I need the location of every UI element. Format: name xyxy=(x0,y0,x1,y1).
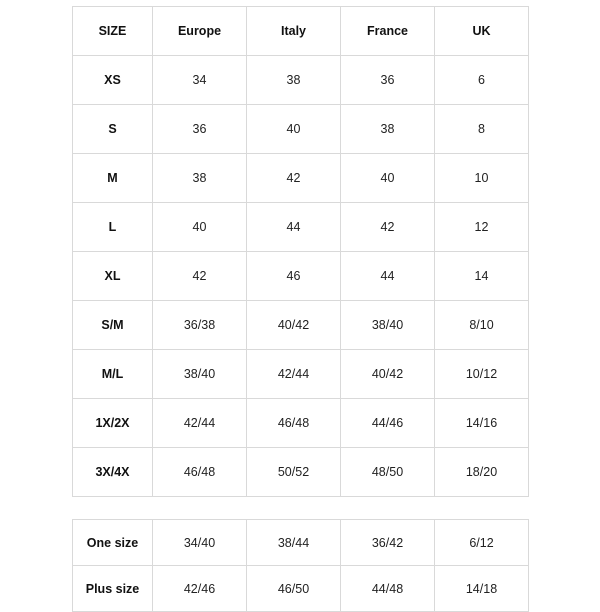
cell-size: 1X/2X xyxy=(73,399,153,448)
cell-europe: 38 xyxy=(153,154,247,203)
table-row xyxy=(73,399,529,448)
cell-france: 36 xyxy=(341,56,435,105)
cell-italy: 38/44 xyxy=(247,520,341,566)
cell-france: 48/50 xyxy=(341,448,435,497)
cell-france: 44/46 xyxy=(341,399,435,448)
table-row xyxy=(73,56,529,105)
cell-france: 44 xyxy=(341,252,435,301)
cell-france: 36/42 xyxy=(341,520,435,566)
size-conversion-table xyxy=(72,6,529,497)
cell-italy: 46/48 xyxy=(247,399,341,448)
table-row xyxy=(73,566,529,612)
cell-uk: 14 xyxy=(435,252,529,301)
cell-france: 38/40 xyxy=(341,301,435,350)
cell-uk: 10/12 xyxy=(435,350,529,399)
cell-size: One size xyxy=(73,520,153,566)
cell-europe: 40 xyxy=(153,203,247,252)
cell-italy: 42 xyxy=(247,154,341,203)
cell-france: 42 xyxy=(341,203,435,252)
column-header-size: SIZE xyxy=(73,7,153,56)
column-header-europe: Europe xyxy=(153,7,247,56)
cell-uk: 18/20 xyxy=(435,448,529,497)
table-row xyxy=(73,448,529,497)
cell-italy: 40 xyxy=(247,105,341,154)
table-body xyxy=(73,56,529,497)
cell-uk: 6/12 xyxy=(435,520,529,566)
cell-europe: 34 xyxy=(153,56,247,105)
cell-europe: 34/40 xyxy=(153,520,247,566)
cell-size: 3X/4X xyxy=(73,448,153,497)
cell-uk: 8/10 xyxy=(435,301,529,350)
column-header-uk: UK xyxy=(435,7,529,56)
cell-size: Plus size xyxy=(73,566,153,612)
cell-uk: 10 xyxy=(435,154,529,203)
cell-europe: 36/38 xyxy=(153,301,247,350)
cell-france: 40 xyxy=(341,154,435,203)
cell-europe: 42 xyxy=(153,252,247,301)
table-row xyxy=(73,350,529,399)
cell-italy: 50/52 xyxy=(247,448,341,497)
cell-uk: 12 xyxy=(435,203,529,252)
cell-europe: 36 xyxy=(153,105,247,154)
table-row xyxy=(73,154,529,203)
cell-size: S/M xyxy=(73,301,153,350)
cell-france: 44/48 xyxy=(341,566,435,612)
cell-size: L xyxy=(73,203,153,252)
cell-europe: 46/48 xyxy=(153,448,247,497)
cell-europe: 42/46 xyxy=(153,566,247,612)
cell-italy: 44 xyxy=(247,203,341,252)
one-size-table-body xyxy=(73,520,529,612)
cell-france: 40/42 xyxy=(341,350,435,399)
cell-size: M xyxy=(73,154,153,203)
column-header-italy: Italy xyxy=(247,7,341,56)
cell-italy: 46/50 xyxy=(247,566,341,612)
cell-france: 38 xyxy=(341,105,435,154)
cell-size: S xyxy=(73,105,153,154)
cell-uk: 8 xyxy=(435,105,529,154)
table-row xyxy=(73,105,529,154)
cell-size: XL xyxy=(73,252,153,301)
one-size-table xyxy=(72,519,529,612)
cell-uk: 6 xyxy=(435,56,529,105)
cell-europe: 42/44 xyxy=(153,399,247,448)
cell-uk: 14/16 xyxy=(435,399,529,448)
table-row xyxy=(73,301,529,350)
table-row xyxy=(73,203,529,252)
column-header-france: France xyxy=(341,7,435,56)
cell-italy: 46 xyxy=(247,252,341,301)
table-header xyxy=(73,7,529,56)
cell-italy: 38 xyxy=(247,56,341,105)
cell-size: XS xyxy=(73,56,153,105)
table-row xyxy=(73,520,529,566)
cell-italy: 42/44 xyxy=(247,350,341,399)
table-gap-divider xyxy=(72,497,528,519)
cell-uk: 14/18 xyxy=(435,566,529,612)
table-row xyxy=(73,252,529,301)
cell-size: M/L xyxy=(73,350,153,399)
table-header-row xyxy=(73,7,529,56)
cell-europe: 38/40 xyxy=(153,350,247,399)
cell-italy: 40/42 xyxy=(247,301,341,350)
